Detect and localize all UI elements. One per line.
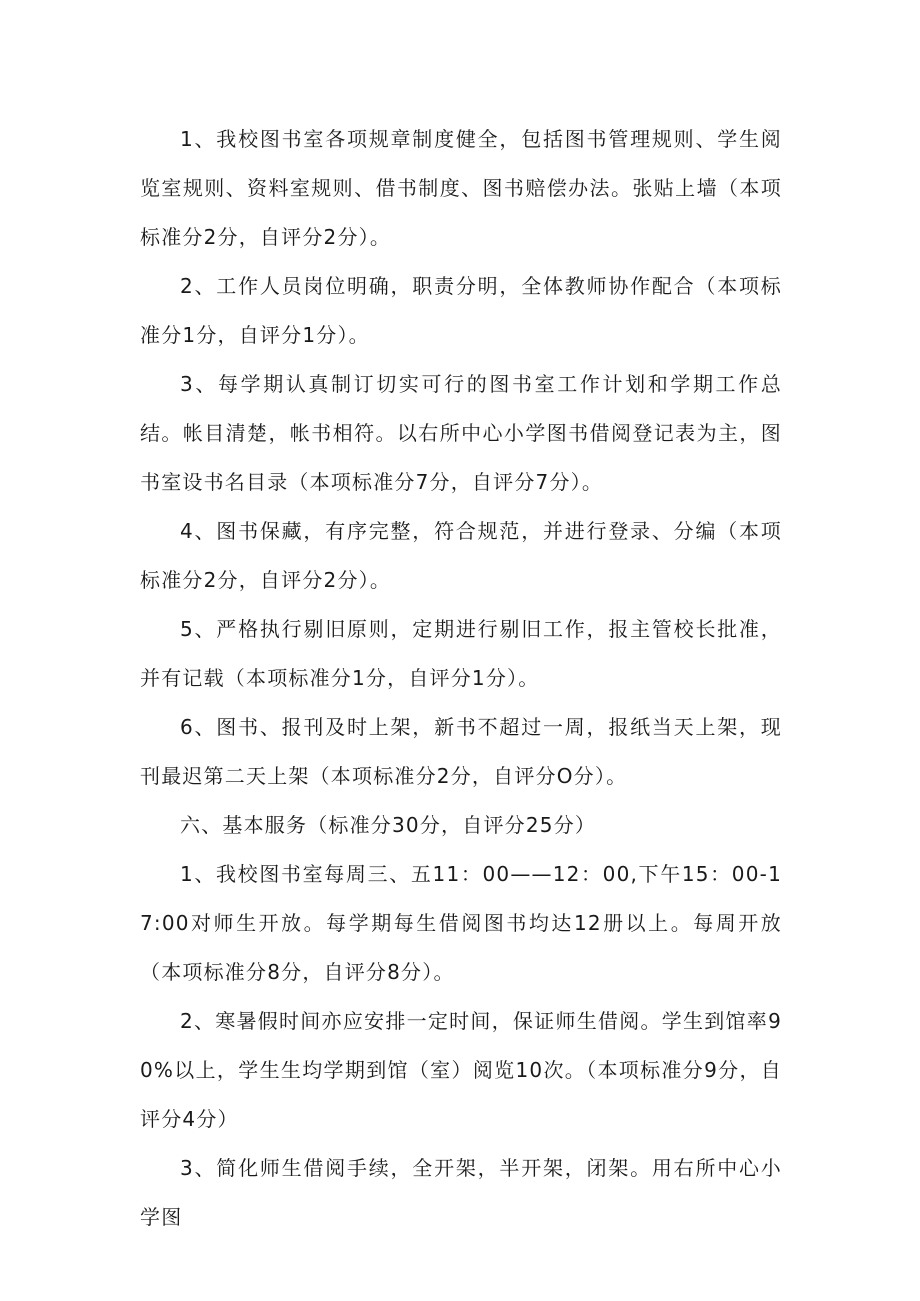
paragraph-borrowing-procedure: 3、简化师生借阅手续，全开架，半开架，闭架。用右所中心小学图 bbox=[140, 1156, 782, 1229]
paragraph-book-storage: 4、图书保藏，有序完整，符合规范，并进行登录、分编（本项标准分2分，自评分2分）。 bbox=[140, 519, 782, 592]
paragraph-staff-duties: 2、工作人员岗位明确，职责分明，全体教师协作配合（本项标准分1分，自评分1分）。 bbox=[140, 274, 782, 347]
paragraph-opening-hours: 1、我校图书室每周三、五11：00——12：00,下午15：00-17:00对师生开放。每学期每生借阅图书均达12册以上。每周开放（本项标准分8分，自评分8分）。 bbox=[140, 862, 782, 984]
paragraph-weeding: 5、严格执行剔旧原则，定期进行剔旧工作，报主管校长批准，并有记载（本项标准分1分，自评分1分）。 bbox=[140, 617, 782, 690]
paragraph-vacation-reading: 2、寒暑假时间亦应安排一定时间，保证师生借阅。学生到馆率90%以上，学生生均学期到馆（室）阅览10次。（本项标准分9分，自评分4分） bbox=[140, 1009, 782, 1131]
paragraph-work-plan: 3、每学期认真制订切实可行的图书室工作计划和学期工作总结。帐目清楚，帐书相符。以右所中心小学图书借阅登记表为主，图书室设书名目录（本项标准分7分，自评分7分）。 bbox=[140, 372, 782, 494]
paragraph-shelving: 6、图书、报刊及时上架，新书不超过一周，报纸当天上架，现刊最迟第二天上架（本项标准分2分，自评分O分）。 bbox=[140, 715, 782, 788]
paragraph-rules-system: 1、我校图书室各项规章制度健全，包括图书管理规则、学生阅览室规则、资料室规则、借书制度、图书赔偿办法。张贴上墙（本项标准分2分，自评分2分）。 bbox=[140, 127, 782, 249]
section-heading-basic-service: 六、基本服务（标准分30分，自评分25分） bbox=[180, 813, 597, 837]
